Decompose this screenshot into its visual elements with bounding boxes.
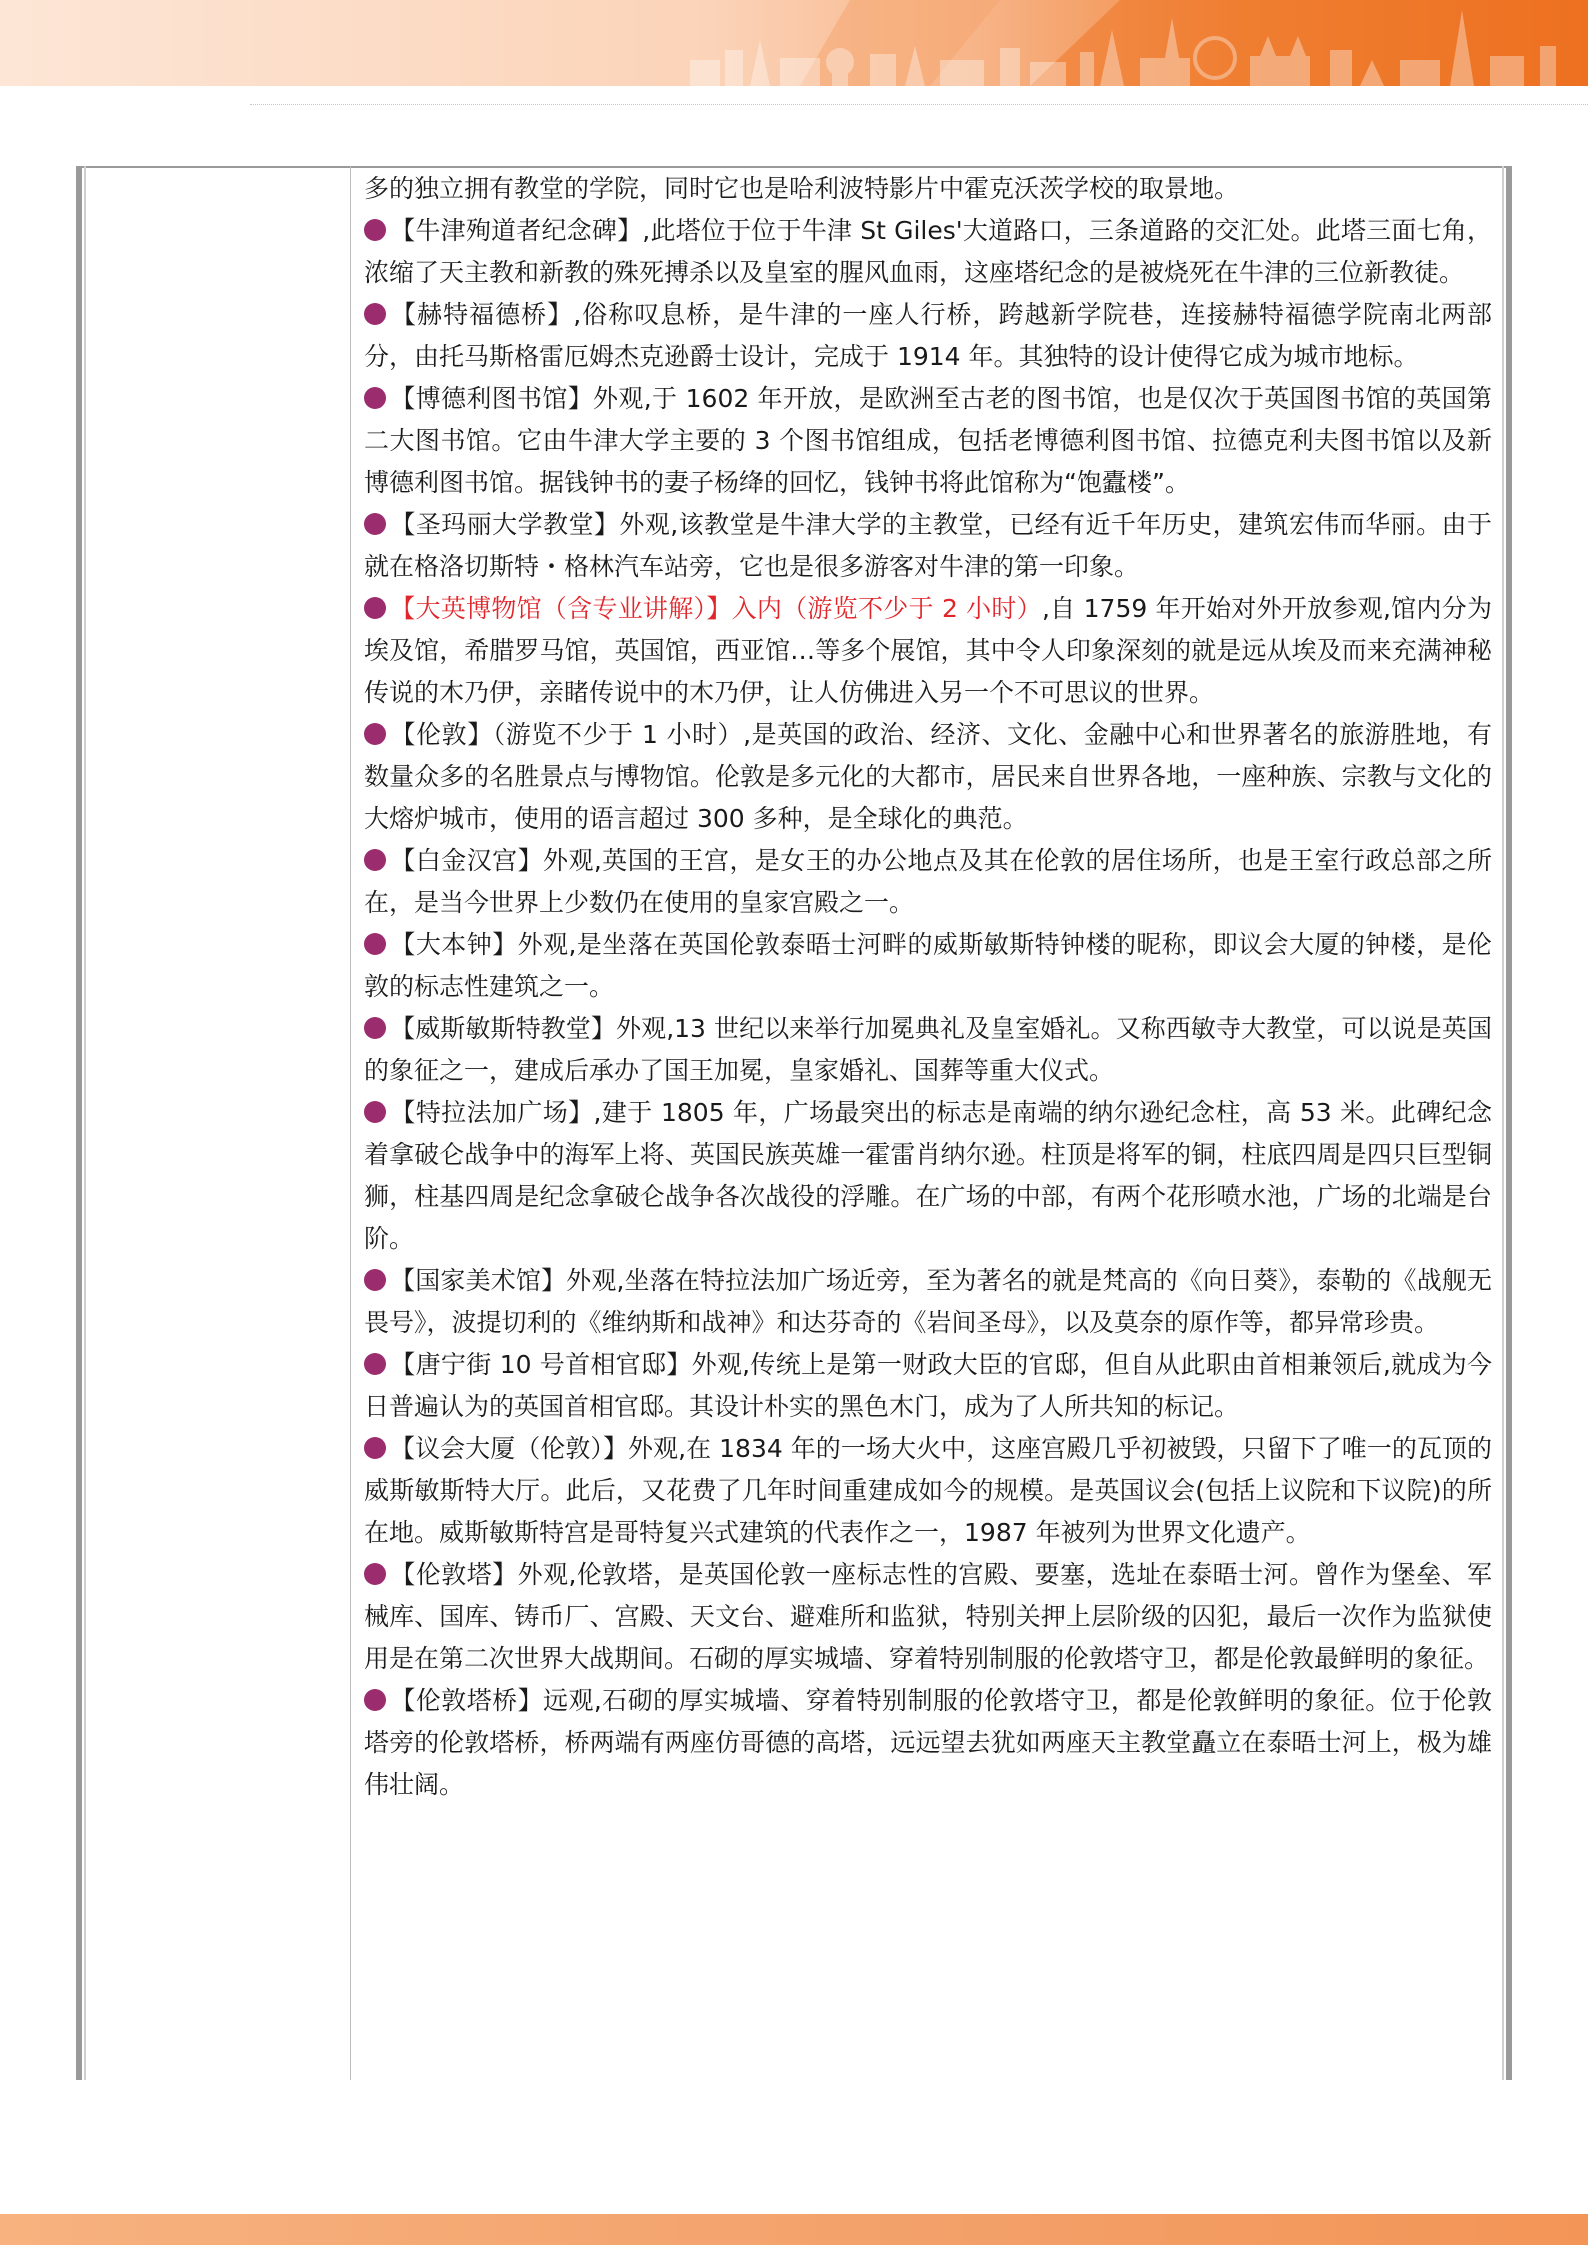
page-footer-bar xyxy=(0,2214,1588,2245)
bullet-icon xyxy=(364,303,386,325)
page-header-banner xyxy=(0,0,1588,86)
bullet-icon xyxy=(364,933,386,955)
entry-buckingham-palace xyxy=(364,840,1492,924)
entry-oxford-martyrs-memorial xyxy=(364,210,1492,294)
entry-title: 【威斯敏斯特教堂】 xyxy=(390,1014,616,1043)
entry-text: （游览不少于 1 小时）,是英国的政治、经济、文化、金融中心和世界著名的旅游胜地，有数量众多的名胜景点与博物馆。伦敦是多元化的大都市，居民来自世界各地，一座种族、宗教与文化的大熔炉城市，使用的语言超过 300 多种，是全球化的典范。 xyxy=(364,720,1492,833)
entry-title: 【博德利图书馆】 xyxy=(390,384,594,413)
entry-text: 远观,石砌的厚实城墙、穿着特别制服的伦敦塔守卫，都是伦敦鲜明的象征。位于伦敦塔旁的伦敦塔桥，桥两端有两座仿哥德的高塔，远远望去犹如两座天主教堂矗立在泰晤士河上，极为雄伟壮阔。 xyxy=(364,1686,1492,1799)
entry-title: 【伦敦塔桥】 xyxy=(390,1686,544,1715)
bullet-icon xyxy=(364,513,386,535)
entry-title: 【伦敦塔】 xyxy=(390,1560,518,1589)
bullet-icon xyxy=(364,1353,386,1375)
entry-trafalgar-square xyxy=(364,1092,1492,1260)
entry-title-highlighted: 【大英博物馆（含专业讲解）】入内（游览不少于 2 小时） xyxy=(390,594,1042,623)
entry-title: 【唐宁街 10 号首相官邸】 xyxy=(390,1350,692,1379)
table-left-border xyxy=(76,166,82,2080)
city-skyline-graphic xyxy=(0,0,1588,86)
bullet-icon xyxy=(364,1689,386,1711)
header-divider xyxy=(250,104,1588,105)
entry-big-ben xyxy=(364,924,1492,1008)
entry-text: 外观,该教堂是牛津大学的主教堂，已经有近千年历史，建筑宏伟而华丽。由于就在格洛切斯特・格林汽车站旁，它也是很多游客对牛津的第一印象。 xyxy=(364,510,1492,581)
itinerary-table xyxy=(76,166,1512,2080)
entry-text: 外观,13 世纪以来举行加冕典礼及皇室婚礼。又称西敏寺大教堂，可以说是英国的象征之一，建成后承办了国王加冕，皇家婚礼、国葬等重大仪式。 xyxy=(364,1014,1492,1085)
entry-tower-bridge xyxy=(364,1680,1492,1806)
table-right-border xyxy=(1506,166,1512,2080)
bullet-icon xyxy=(364,597,386,619)
entry-hertford-bridge xyxy=(364,294,1492,378)
bullet-icon xyxy=(364,849,386,871)
entry-st-mary-church xyxy=(364,504,1492,588)
entry-text: 外观,伦敦塔，是英国伦敦一座标志性的宫殿、要塞，选址在泰晤士河。曾作为堡垒、军械库、国库、铸币厂、宫殿、天文台、避难所和监狱，特别关押上层阶级的囚犯，最后一次作为监狱使用是在第二次世界大战期间。石砌的厚实城墙、穿着特别制服的伦敦塔守卫，都是伦敦最鲜明的象征。 xyxy=(364,1560,1492,1673)
entry-title: 【牛津殉道者纪念碑】 xyxy=(390,216,643,245)
entry-text: 外观,于 1602 年开放，是欧洲至古老的图书馆，也是仅次于英国图书馆的英国第二大图书馆。它由牛津大学主要的 3 个图书馆组成，包括老博德利图书馆、拉德克利夫图书馆以及新博德利图书馆。据钱钟书的妻子杨绛的回忆，钱钟书将此馆称为“饱蠹楼”。 xyxy=(364,384,1492,497)
entry-text: 外观,坐落在特拉法加广场近旁，至为著名的就是梵高的《向日葵》，泰勒的《战舰无畏号》，波提切利的《维纳斯和战神》和达芬奇的《岩间圣母》，以及莫奈的原作等，都异常珍贵。 xyxy=(364,1266,1492,1337)
table-right-inner-border xyxy=(1502,166,1504,2080)
bullet-icon xyxy=(364,387,386,409)
entry-text: ,自 1759 年开始对外开放参观,馆内分为埃及馆，希腊罗马馆，英国馆，西亚馆…等多个展馆，其中令人印象深刻的就是远从埃及而来充满神秘传说的木乃伊，亲睹传说中的木乃伊，让人仿佛进入另一个不可思议的世界。 xyxy=(364,594,1492,707)
entry-westminster-abbey xyxy=(364,1008,1492,1092)
entry-tower-of-london xyxy=(364,1554,1492,1680)
bullet-icon xyxy=(364,1563,386,1585)
entry-text: ,此塔位于位于牛津 St Giles'大道路口，三条道路的交汇处。此塔三面七角，浓缩了天主教和新教的殊死搏杀以及皇室的腥风血雨，这座塔纪念的是被烧死在牛津的三位新教徒。 xyxy=(364,216,1492,287)
entry-text: ,俗称叹息桥，是牛津的一座人行桥，跨越新学院巷，连接赫特福德学院南北两部分，由托马斯格雷厄姆杰克逊爵士设计，完成于 1914 年。其独特的设计使得它成为城市地标。 xyxy=(364,300,1492,371)
entry-10-downing-street xyxy=(364,1344,1492,1428)
table-column-divider xyxy=(350,166,351,2080)
entry-title: 【赫特福德桥】 xyxy=(390,300,574,329)
entry-title: 【大本钟】 xyxy=(390,930,518,959)
entry-title: 【特拉法加广场】 xyxy=(390,1098,594,1127)
entry-national-gallery xyxy=(364,1260,1492,1344)
entry-title: 【国家美术馆】 xyxy=(390,1266,567,1295)
entry-title: 【议会大厦（伦敦）】 xyxy=(390,1434,629,1463)
bullet-icon xyxy=(364,219,386,241)
table-left-inner-border xyxy=(84,166,86,2080)
entry-title: 【圣玛丽大学教堂】 xyxy=(390,510,620,539)
bullet-icon xyxy=(364,1269,386,1291)
entry-text: 外观,是坐落在英国伦敦泰晤士河畔的威斯敏斯特钟楼的昵称，即议会大厦的钟楼，是伦敦的标志性建筑之一。 xyxy=(364,930,1492,1001)
bullet-icon xyxy=(364,1101,386,1123)
entry-text: 外观,传统上是第一财政大臣的官邸，但自从此职由首相兼领后,就成为今日普遍认为的英国首相官邸。其设计朴实的黑色木门，成为了人所共知的标记。 xyxy=(364,1350,1492,1421)
entry-british-museum xyxy=(364,588,1492,714)
bullet-icon xyxy=(364,1437,386,1459)
bullet-icon xyxy=(364,723,386,745)
entry-text: 外观,英国的王宫，是女王的办公地点及其在伦敦的居住场所，也是王室行政总部之所在，是当今世界上少数仍在使用的皇家宫殿之一。 xyxy=(364,846,1492,917)
itinerary-description xyxy=(364,168,1492,1806)
entry-text: 外观,在 1834 年的一场大火中，这座宫殿几乎初被毁，只留下了唯一的瓦顶的威斯敏斯特大厅。此后，又花费了几年时间重建成如今的规模。是英国议会(包括上议院和下议院)的所在地。威斯敏斯特宫是哥特复兴式建筑的代表作之一，1987 年被列为世界文化遗产。 xyxy=(364,1434,1492,1547)
bullet-icon xyxy=(364,1017,386,1039)
entry-bodleian-library xyxy=(364,378,1492,504)
intro-paragraph: 多的独立拥有教堂的学院，同时它也是哈利波特影片中霍克沃茨学校的取景地。 xyxy=(364,174,1240,203)
entry-text: ,建于 1805 年，广场最突出的标志是南端的纳尔逊纪念柱，高 53 米。此碑纪念着拿破仑战争中的海军上将、英国民族英雄一霍雷肖纳尔逊。柱顶是将军的铜，柱底四周是四只巨型铜狮，柱基四周是纪念拿破仑战争各次战役的浮雕。在广场的中部，有两个花形喷水池，广场的北端是台阶。 xyxy=(364,1098,1492,1253)
entry-houses-of-parliament xyxy=(364,1428,1492,1554)
entry-london xyxy=(364,714,1492,840)
entry-title: 【伦敦】 xyxy=(390,720,493,749)
entry-title: 【白金汉宫】 xyxy=(390,846,544,875)
